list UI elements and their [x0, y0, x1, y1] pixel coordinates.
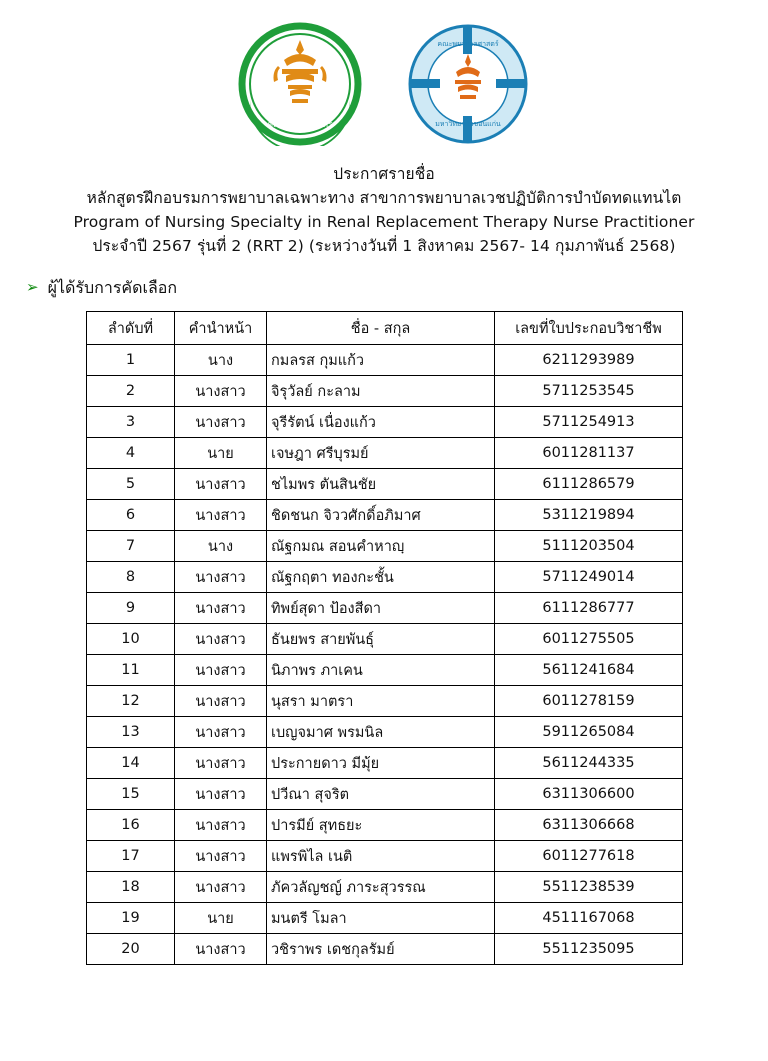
cell-no: 5 — [87, 469, 175, 500]
cell-license: 5311219894 — [495, 500, 683, 531]
cell-name: แพรพิไล เนติ — [267, 841, 495, 872]
cell-title: นางสาว — [175, 810, 267, 841]
cell-license: 5111203504 — [495, 531, 683, 562]
cell-license: 6111286579 — [495, 469, 683, 500]
cell-title: นางสาว — [175, 934, 267, 965]
table-row — [87, 345, 683, 376]
section-label-text: ผู้ได้รับการคัดเลือก — [47, 278, 178, 298]
selected-candidates-table — [86, 311, 682, 965]
cell-no: 11 — [87, 655, 175, 686]
cell-license: 6211293989 — [495, 345, 683, 376]
cell-name: ณัฐกฤตา ทองกะชั้น — [267, 562, 495, 593]
table-row — [87, 562, 683, 593]
cell-title: นางสาว — [175, 686, 267, 717]
column-header-title: คำนำหน้า — [175, 312, 267, 345]
cell-name: ณัฐกมณ สอนคำหาญฺ — [267, 531, 495, 562]
cell-name: เบญจมาศ พรมนิล — [267, 717, 495, 748]
cell-no: 18 — [87, 872, 175, 903]
cell-name: ธันยพร สายพันธุ์ — [267, 624, 495, 655]
faculty-of-medicine-emblem — [238, 22, 362, 146]
cell-no: 8 — [87, 562, 175, 593]
logo-row — [0, 0, 768, 142]
cell-license: 5511235095 — [495, 934, 683, 965]
column-header-name: ชื่อ - สกุล — [267, 312, 495, 345]
cell-license: 6011281137 — [495, 438, 683, 469]
cell-license: 5611244335 — [495, 748, 683, 779]
column-header-no: ลำดับที่ — [87, 312, 175, 345]
table-row — [87, 531, 683, 562]
table-body — [87, 345, 683, 965]
cell-no: 4 — [87, 438, 175, 469]
cell-license: 6011277618 — [495, 841, 683, 872]
cell-name: ประกายดาว มีมุ้ย — [267, 748, 495, 779]
cell-no: 6 — [87, 500, 175, 531]
cell-license: 6311306668 — [495, 810, 683, 841]
table-row — [87, 407, 683, 438]
cell-name: จุรีรัตน์ เนื่องแก้ว — [267, 407, 495, 438]
cell-license: 5711254913 — [495, 407, 683, 438]
cell-title: นางสาว — [175, 593, 267, 624]
table-row — [87, 500, 683, 531]
cell-no: 7 — [87, 531, 175, 562]
cell-title: นางสาว — [175, 841, 267, 872]
table-row — [87, 872, 683, 903]
cell-title: นางสาว — [175, 624, 267, 655]
cell-license: 6311306600 — [495, 779, 683, 810]
cell-title: นางสาว — [175, 407, 267, 438]
cell-name: ทิพย์สุดา ป้องสีดา — [267, 593, 495, 624]
cell-no: 3 — [87, 407, 175, 438]
cell-title: นางสาว — [175, 872, 267, 903]
table-header-row — [87, 312, 683, 345]
cell-no: 16 — [87, 810, 175, 841]
cell-name: ชไมพร ตันสินชัย — [267, 469, 495, 500]
cell-name: นิภาพร ภาเคน — [267, 655, 495, 686]
cell-title: นาง — [175, 345, 267, 376]
cell-name: ปารมีย์ สุทธยะ — [267, 810, 495, 841]
heading-line-2: หลักสูตรฝึกอบรมการพยาบาลเฉพาะทาง สาขาการพยาบาลเวชปฏิบัติการบำบัดทดแทนไต — [86, 189, 682, 208]
cell-name: กมลรส กุมแก้ว — [267, 345, 495, 376]
cell-title: นางสาว — [175, 779, 267, 810]
cell-license: 6111286777 — [495, 593, 683, 624]
cell-title: นางสาว — [175, 562, 267, 593]
cell-no: 9 — [87, 593, 175, 624]
cell-name: นุสรา มาตรา — [267, 686, 495, 717]
cell-name: จิรุวัลย์ กะลาม — [267, 376, 495, 407]
cell-name: วชิราพร เดชกุลรัมย์ — [267, 934, 495, 965]
table-row — [87, 686, 683, 717]
svg-text:คณะพยาบาลศาสตร์: คณะพยาบาลศาสตร์ — [437, 40, 499, 48]
arrow-bullet-icon: ➢ — [26, 278, 39, 297]
column-header-license: เลขที่ใบประกอบวิชาชีพ — [495, 312, 683, 345]
svg-text:มหาวิทยาลัยขอนแก่น: มหาวิทยาลัยขอนแก่น — [435, 120, 501, 128]
cell-no: 12 — [87, 686, 175, 717]
cell-title: นางสาว — [175, 469, 267, 500]
table-row — [87, 841, 683, 872]
cell-title: นาย — [175, 903, 267, 934]
cell-license: 5511238539 — [495, 872, 683, 903]
cell-license: 6011275505 — [495, 624, 683, 655]
cell-no: 10 — [87, 624, 175, 655]
cell-no: 15 — [87, 779, 175, 810]
table-row — [87, 593, 683, 624]
cell-name: เจษฎา ศรีบุรมย์ — [267, 438, 495, 469]
table-row — [87, 717, 683, 748]
cell-name: ปวีณา สุจริต — [267, 779, 495, 810]
cell-title: นางสาว — [175, 717, 267, 748]
cell-name: ชิดชนก จิววศักดิ์อภิมาศ — [267, 500, 495, 531]
table-row — [87, 779, 683, 810]
cell-no: 19 — [87, 903, 175, 934]
cell-no: 20 — [87, 934, 175, 965]
document-heading — [0, 162, 768, 258]
cell-license: 5611241684 — [495, 655, 683, 686]
table-row — [87, 469, 683, 500]
table-row — [87, 748, 683, 779]
cell-title: นางสาว — [175, 376, 267, 407]
cell-title: นางสาว — [175, 500, 267, 531]
heading-line-1: ประกาศรายชื่อ — [333, 165, 435, 183]
svg-text:คณะแพทยศาสตร์: คณะแพทยศาสตร์ — [267, 120, 333, 130]
cell-license: 5711249014 — [495, 562, 683, 593]
cell-name: มนตรี โมลา — [267, 903, 495, 934]
cell-title: นางสาว — [175, 655, 267, 686]
heading-line-4: ประจำปี 2567 รุ่นที่ 2 (RRT 2) (ระหว่างวันที่ 1 สิงหาคม 2567- 14 กุมภาพันธ์ 2568) — [92, 237, 676, 256]
table-row — [87, 624, 683, 655]
cell-title: นางสาว — [175, 748, 267, 779]
cell-no: 14 — [87, 748, 175, 779]
heading-line-3: Program of Nursing Specialty in Renal Replacement Therapy Nurse Practitioner — [73, 213, 695, 232]
cell-license: 6011278159 — [495, 686, 683, 717]
cell-license: 5711253545 — [495, 376, 683, 407]
cell-no: 1 — [87, 345, 175, 376]
cell-title: นาย — [175, 438, 267, 469]
table-row — [87, 934, 683, 965]
faculty-of-nursing-emblem — [406, 22, 530, 146]
cell-name: ภัควลัญชญ์ ภาระสุวรรณ — [267, 872, 495, 903]
cell-no: 13 — [87, 717, 175, 748]
table-row — [87, 810, 683, 841]
cell-title: นาง — [175, 531, 267, 562]
table-row — [87, 438, 683, 469]
cell-no: 2 — [87, 376, 175, 407]
table-row — [87, 376, 683, 407]
section-label — [26, 276, 768, 301]
cell-license: 5911265084 — [495, 717, 683, 748]
cell-no: 17 — [87, 841, 175, 872]
table-row — [87, 903, 683, 934]
table-row — [87, 655, 683, 686]
cell-license: 4511167068 — [495, 903, 683, 934]
